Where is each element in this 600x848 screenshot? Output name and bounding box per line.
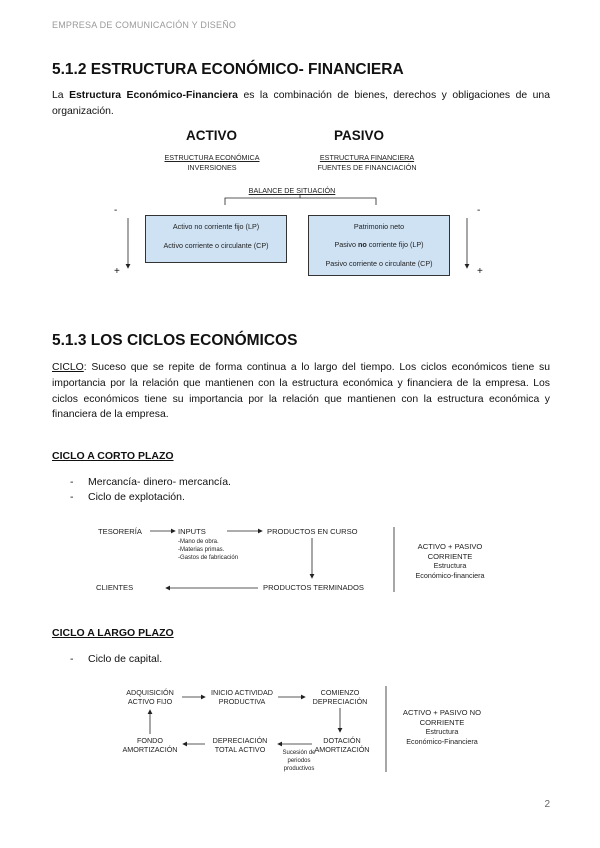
subtitle-largo-plazo: CICLO A LARGO PLAZO xyxy=(52,627,174,639)
short-side-line: CORRIENTE xyxy=(427,551,473,561)
pasivo-heading: PASIVO xyxy=(334,128,385,143)
section-title-ciclos: 5.1.3 LOS CICLOS ECONÓMICOS xyxy=(52,332,298,349)
productos-terminados-node: PRODUCTOS TERMINADOS xyxy=(263,583,364,592)
productos-curso-node: PRODUCTOS EN CURSO xyxy=(267,527,358,536)
node-line: COMIENZO xyxy=(320,688,360,697)
list-item: - Ciclo de capital. xyxy=(70,653,163,665)
short-side-line: ACTIVO + PASIVO xyxy=(417,542,483,551)
estructura-economica-label: ESTRUCTURA ECONÓMICA xyxy=(164,153,260,162)
node-line: AMORTIZACIÓN xyxy=(122,745,178,754)
long-side-line: ACTIVO + PASIVO NO xyxy=(402,708,482,717)
subtitle-corto-plazo: CICLO A CORTO PLAZO xyxy=(52,450,174,462)
page-number: 2 xyxy=(544,799,550,810)
input-item: -Gastos de fabricación xyxy=(178,555,239,561)
balance-bracket xyxy=(225,198,376,205)
fuentes-financiacion-label: FUENTES DE FINANCIACIÓN xyxy=(317,163,417,172)
short-side-line: Estructura xyxy=(433,561,467,570)
list-item: - Ciclo de explotación. xyxy=(70,491,185,503)
node-line: ADQUISICIÓN xyxy=(126,688,174,697)
note-line: productivos xyxy=(283,766,315,772)
list-item-text: Ciclo de capital. xyxy=(88,653,163,665)
node-line: ACTIVO FIJO xyxy=(127,697,173,706)
pasivo-nc-bold: no xyxy=(358,240,367,249)
intro-pre: La xyxy=(52,90,70,101)
node-line: FONDO xyxy=(137,736,163,745)
page-header: EMPRESA DE COMUNICACIÓN Y DISEÑO xyxy=(52,20,237,30)
inversiones-label: INVERSIONES xyxy=(187,163,237,172)
pasivo-nc-post: corriente fijo (LP) xyxy=(366,240,424,249)
intro-post: es la combinación de bienes, derechos y obligaciones de una organización. xyxy=(52,90,550,117)
activo-heading: ACTIVO xyxy=(186,128,238,143)
right-plus-sign: + xyxy=(477,266,483,277)
node-line: DEPRECIACIÓN xyxy=(212,736,268,745)
node-line: TOTAL ACTIVO xyxy=(214,745,266,754)
input-item: -Materias primas. xyxy=(178,547,225,553)
ciclo-definition: : Suceso que se repite de forma continua a lo largo del tiempo. Los ciclos económicos tiene su importancia por la relación que mantienen con la estructura económica y financiera de la empresa. Los ciclos económicos tiene su importancia por la relación que mantienen con la estructura económica y financiera de la empresa. xyxy=(52,362,550,421)
estructura-financiera-label: ESTRUCTURA FINANCIERA xyxy=(319,153,415,162)
section-title-estructura: 5.1.2 ESTRUCTURA ECONÓMICO- FINANCIERA xyxy=(52,61,404,78)
activo-corriente: Activo corriente o circulante (CP) xyxy=(163,241,269,250)
activo-no-corriente: Activo no corriente fijo (LP) xyxy=(172,222,260,231)
left-minus-sign: - xyxy=(114,205,118,216)
tesoreria-node: TESORERÍA xyxy=(98,527,142,536)
note-line: Sucesión de xyxy=(282,750,316,756)
patrimonio-neto: Patrimonio neto xyxy=(353,222,405,231)
intro-bold-term: Estructura Económico-Financiera xyxy=(69,90,238,101)
long-side-line: Estructura xyxy=(425,727,459,736)
list-item-text: Mercancía- dinero- mercancía. xyxy=(88,476,231,488)
node-line: DOTACIÓN xyxy=(323,736,361,745)
list-item: - Mercancía- dinero- mercancía. xyxy=(70,476,231,488)
note-line: periodos xyxy=(287,758,311,764)
list-item-text: Ciclo de explotación. xyxy=(88,491,185,503)
node-line: PRODUCTIVA xyxy=(218,697,266,706)
long-side-line: CORRIENTE xyxy=(419,717,465,727)
pasivo-nc-pre: Pasivo xyxy=(334,240,359,249)
node-line: INICIO ACTIVIDAD xyxy=(211,688,273,697)
input-item: -Mano de obra. xyxy=(178,539,219,545)
node-line: DEPRECIACIÓN xyxy=(312,697,368,706)
ciclo-term: CICLO xyxy=(52,362,84,373)
short-side-line: Económico-financiera xyxy=(415,570,485,580)
pasivo-corriente: Pasivo corriente o circulante (CP) xyxy=(325,259,433,268)
inputs-node: INPUTS xyxy=(178,527,206,536)
long-side-line: Económico-Financiera xyxy=(406,736,478,746)
left-plus-sign: + xyxy=(114,266,120,277)
balance-situacion-label: BALANCE DE SITUACIÓN xyxy=(248,186,336,195)
right-minus-sign: - xyxy=(477,205,481,216)
node-line: AMORTIZACIÓN xyxy=(314,745,370,754)
clientes-node: CLIENTES xyxy=(96,583,134,592)
